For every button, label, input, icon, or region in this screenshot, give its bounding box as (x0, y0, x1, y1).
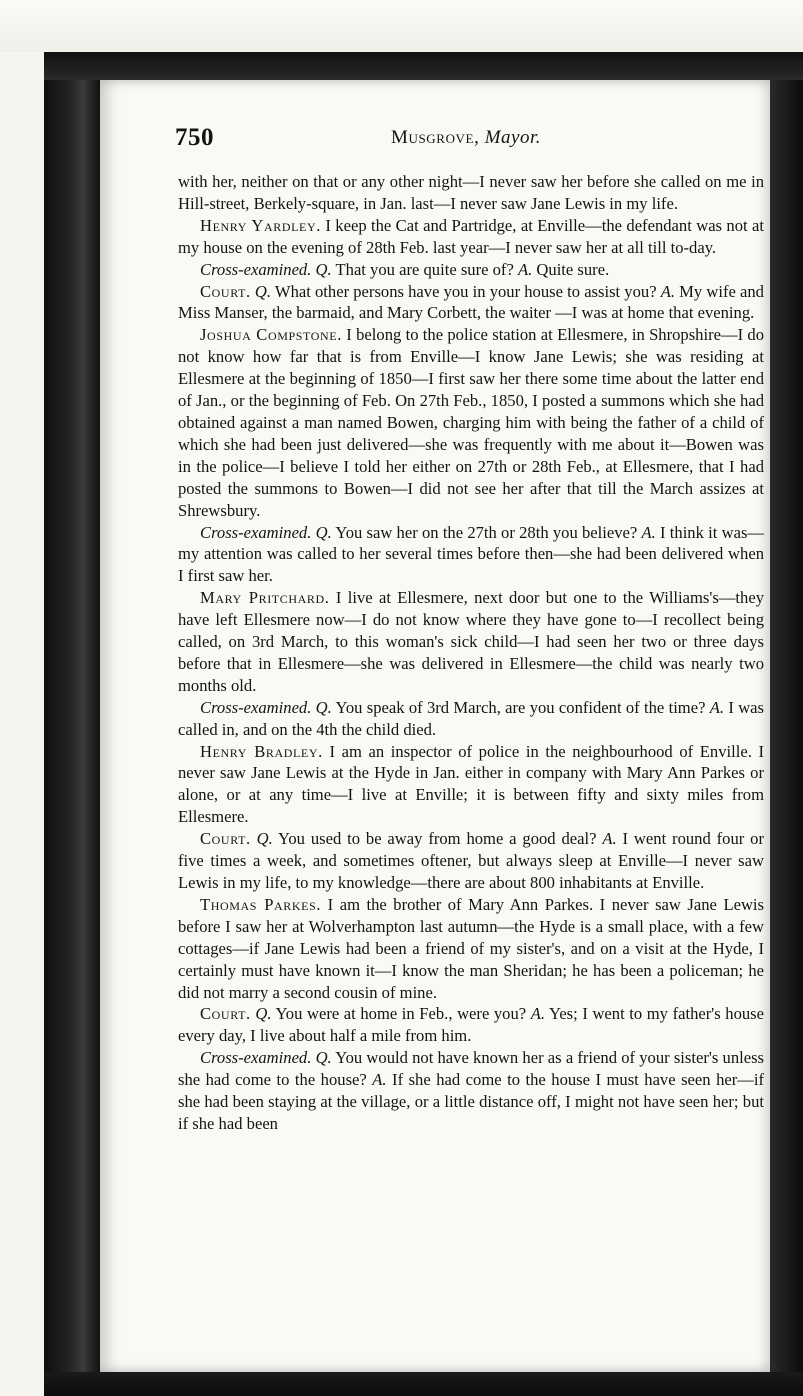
italic-marker: Q. (256, 829, 273, 849)
paragraph-text: You used to be away from home a good deal? (272, 829, 603, 849)
italic-marker: Cross-examined. Q. (200, 697, 332, 717)
paragraph (178, 587, 764, 697)
speaker-name: Court. (200, 1004, 251, 1024)
paragraph-text: You saw her on the 27th or 28th you believe? (331, 522, 642, 542)
paragraph (178, 215, 764, 259)
paragraph-text: I think it was—my attention was called to her several times before then—she had been delivered when I first saw her. (178, 522, 764, 586)
scan-background (0, 0, 803, 52)
italic-marker: Q. (255, 1004, 272, 1024)
paragraph (178, 1047, 764, 1135)
italic-marker: Cross-examined. Q. (200, 259, 332, 279)
speaker-name: Henry Yardley. (200, 215, 321, 235)
paragraph (178, 894, 764, 1004)
italic-marker: Cross-examined. Q. (200, 522, 332, 542)
paragraph-text: That you are quite sure of? (331, 259, 518, 279)
speaker-name: Court. (200, 829, 251, 849)
paragraph-text: You would not have known her as a friend of your sister's unless she had come to the house? (178, 1048, 765, 1090)
speaker-name: Joshua Compstone. (200, 325, 342, 345)
paragraph-text: Yes; I went to my father's house every day, I live about half a mile from him. (178, 1004, 765, 1046)
speaker-name: Mary Pritchard. (200, 588, 330, 608)
running-head (391, 127, 541, 149)
italic-marker: Cross-examined. Q. (200, 1048, 332, 1068)
paragraph-text: I live at Ellesmere, next door but one to the Williams's—they have left Ellesmere now—I do not know where they have gone to—I recollect being called, on 3rd March, to this woman's sick child—I had seen her two or three days before that in Ellesmere—she was delivered in Ellesmere—the child was nearly two months old. (178, 588, 764, 695)
speaker-name: Court. (200, 281, 251, 301)
book-cover-right-edge (770, 80, 803, 1372)
speaker-name: Henry Bradley. (200, 741, 323, 761)
paragraph (178, 522, 764, 588)
paragraph-text: My wife and Miss Manser, the barmaid, and Mary Corbett, the waiter —I was at home that evening. (178, 281, 764, 323)
italic-marker: A. (517, 259, 533, 279)
book-cover-bottom-edge (44, 1372, 803, 1396)
paragraph-text: If she had come to the house I must have seen her—if she had been staying at the village, or a little distance off, I might not have seen her; but if she had been (178, 1070, 764, 1133)
speaker-name: Thomas Parkes. (200, 894, 322, 914)
paragraph-text: I am the brother of Mary Ann Parkes. I never saw Jane Lewis before I saw her at Wolverhampton last autumn—the Hyde is a small place, with a few cottages—if Jane Lewis had been a friend of my sister's, and on a visit at the Hyde, I certainly must have known it—I know the man Sheridan; he has been a policeman; he did not marry a second cousin of mine. (178, 894, 764, 1002)
paragraph-text: with her, neither on that or any other night—I never saw her before she called on me in Hill-street, Berkely-square, in Jan. last—I never saw Jane Lewis in my life. (178, 172, 764, 213)
book-cover-left-edge (44, 52, 100, 1372)
italic-marker: Q. (254, 281, 272, 301)
paragraph-text: I belong to the police station at Ellesmere, in Shropshire—I do not know how far that is from Enville—I know Jane Lewis; she was residing at Ellesmere at the beginning of 1850—I first saw her there some time about the latter end of Jan., or the beginning of Feb. On 27th Feb., 1850, I posted a summons which she had obtained against a man named Bowen, charging him with being the father of a child of which she had been just delivered—she was frequently with me about it—Bowen was in the police—I believe I told her either on 27th or 28th Feb., at Ellesmere, that I had posted the summons to Bowen—I did not see her after that till the March assizes at Shrewsbury. (178, 325, 764, 520)
italic-marker: A. (372, 1070, 387, 1090)
book-page (100, 80, 770, 1372)
paragraph (178, 741, 764, 829)
paragraph (178, 697, 764, 741)
paragraph-text: I am an inspector of police in the neighbourhood of Enville. I never saw Jane Lewis at the Hyde in Jan. either in company with Mary Ann Parkes or alone, or at any time—I live at Enville; it is between fifty and sixty miles from Ellesmere. (178, 741, 764, 827)
paragraph (178, 1003, 764, 1047)
running-head-title: Mayor. (484, 127, 542, 148)
italic-marker: A. (641, 522, 656, 542)
paragraph (178, 171, 764, 215)
paragraph-text: I went round four or five times a week, and sometimes oftener, but always sleep at Enville—I never saw Lewis in my life, to my knowledge—there are about 800 inhabitants at Enville. (178, 829, 764, 892)
page-number: 750 (175, 124, 214, 151)
paragraph-text: Quite sure. (532, 259, 610, 279)
body-text (178, 171, 764, 1135)
page-header (175, 124, 765, 160)
italic-marker: A. (660, 281, 676, 301)
paragraph (178, 281, 764, 325)
paragraph-text: You speak of 3rd March, are you confident of the time? (331, 697, 710, 717)
paragraph-text: You were at home in Feb., were you? (271, 1004, 531, 1024)
paragraph-text: I keep the Cat and Partridge, at Enville—the defendant was not at my house on the evening of 28th Feb. last year—I never saw her at all till to-day. (178, 215, 764, 257)
italic-marker: A. (602, 829, 617, 849)
paragraph-text: I was called in, and on the 4th the child died. (178, 697, 765, 739)
paragraph (178, 324, 764, 521)
paragraph (178, 828, 764, 894)
italic-marker: A. (530, 1004, 546, 1024)
italic-marker: A. (709, 697, 725, 717)
book-cover-top-edge (44, 52, 803, 80)
paragraph-text: What other persons have you in your house to assist you? (271, 281, 661, 301)
paragraph (178, 259, 764, 281)
running-head-name: Musgrove, (391, 127, 480, 148)
